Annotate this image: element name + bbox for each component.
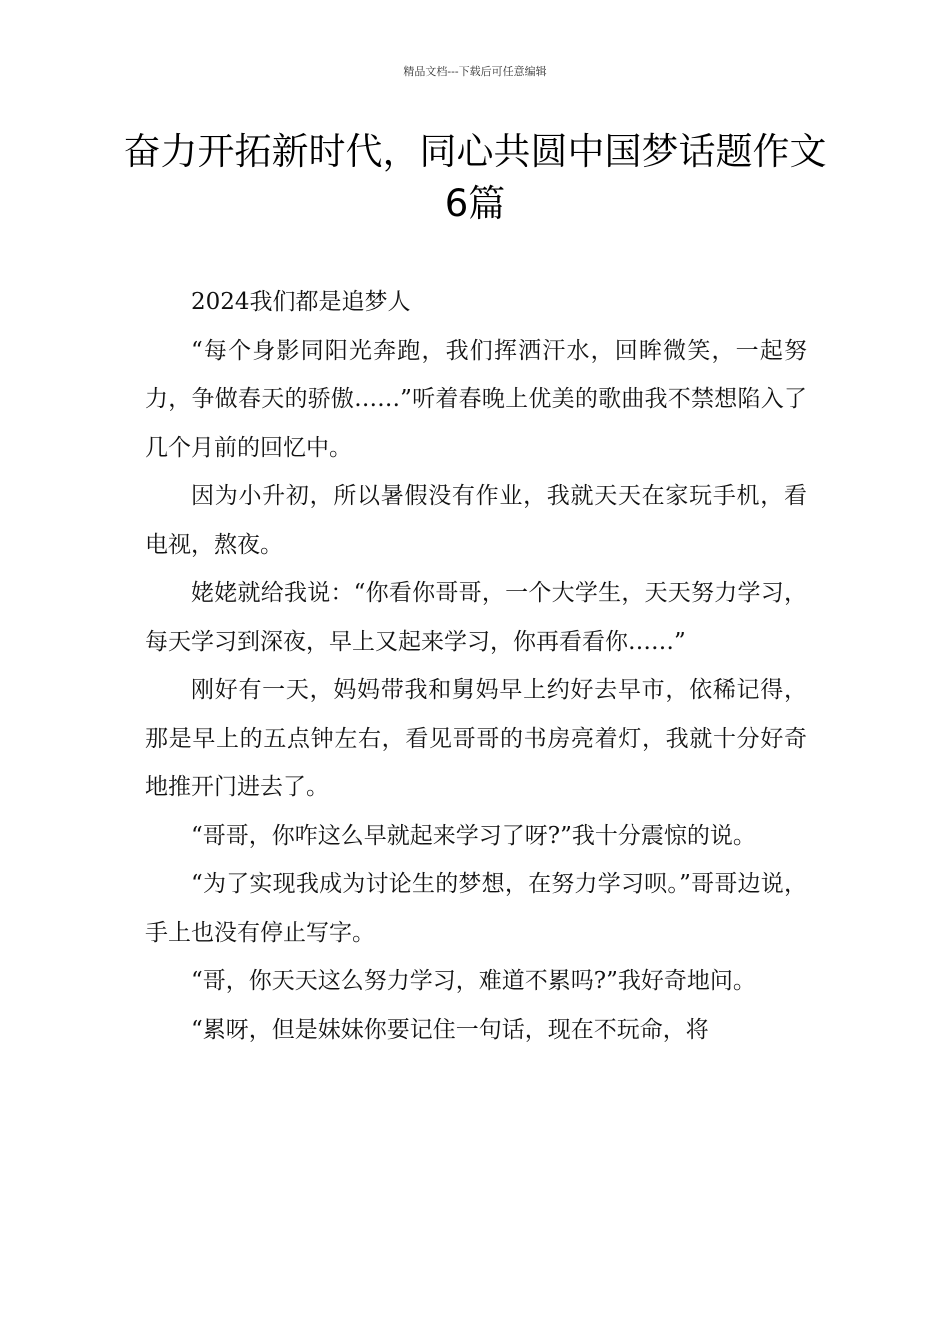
- paragraph: “哥，你天天这么努力学习，难道不累吗?”我好奇地问。: [191, 968, 756, 994]
- paragraph: 2024我们都是追梦人: [191, 289, 411, 315]
- paragraph: “每个身影同阳光奔跑，我们挥洒汗水，回眸微笑，一起努力，争做春天的骄傲……”听着春晚上优美的歌曲我不禁想陷入了几个月前的回忆中。: [145, 337, 807, 461]
- paragraph: “哥哥，你咋这么早就起来学习了呀?”我十分震惊的说。: [191, 822, 756, 849]
- page-header: 精品文档---下载后可任意编辑: [403, 65, 547, 78]
- paragraph: “累呀，但是妹妹你要记住一句话，现在不玩命，将: [191, 1016, 709, 1043]
- paragraph: “为了实现我成为讨论生的梦想，在努力学习呗。”哥哥边说，手上也没有停止写字。: [145, 871, 807, 946]
- document-title: 奋力开拓新时代，同心共圆中国梦话题作文6篇: [123, 130, 827, 225]
- document-body: [145, 278, 807, 1054]
- paragraph: 刚好有一天，妈妈带我和舅妈早上约好去早市，依稀记得，那是早上的五点钟左右，看见哥哥的书房亮着灯，我就十分好奇地推开门进去了。: [145, 677, 807, 800]
- paragraph: 姥姥就给我说：“你看你哥哥，一个大学生，天天努力学习，每天学习到深夜，早上又起来学习，你再看看你……”: [145, 580, 807, 655]
- paragraph: 因为小升初，所以暑假没有作业，我就天天在家玩手机，看电视，熬夜。: [145, 483, 807, 558]
